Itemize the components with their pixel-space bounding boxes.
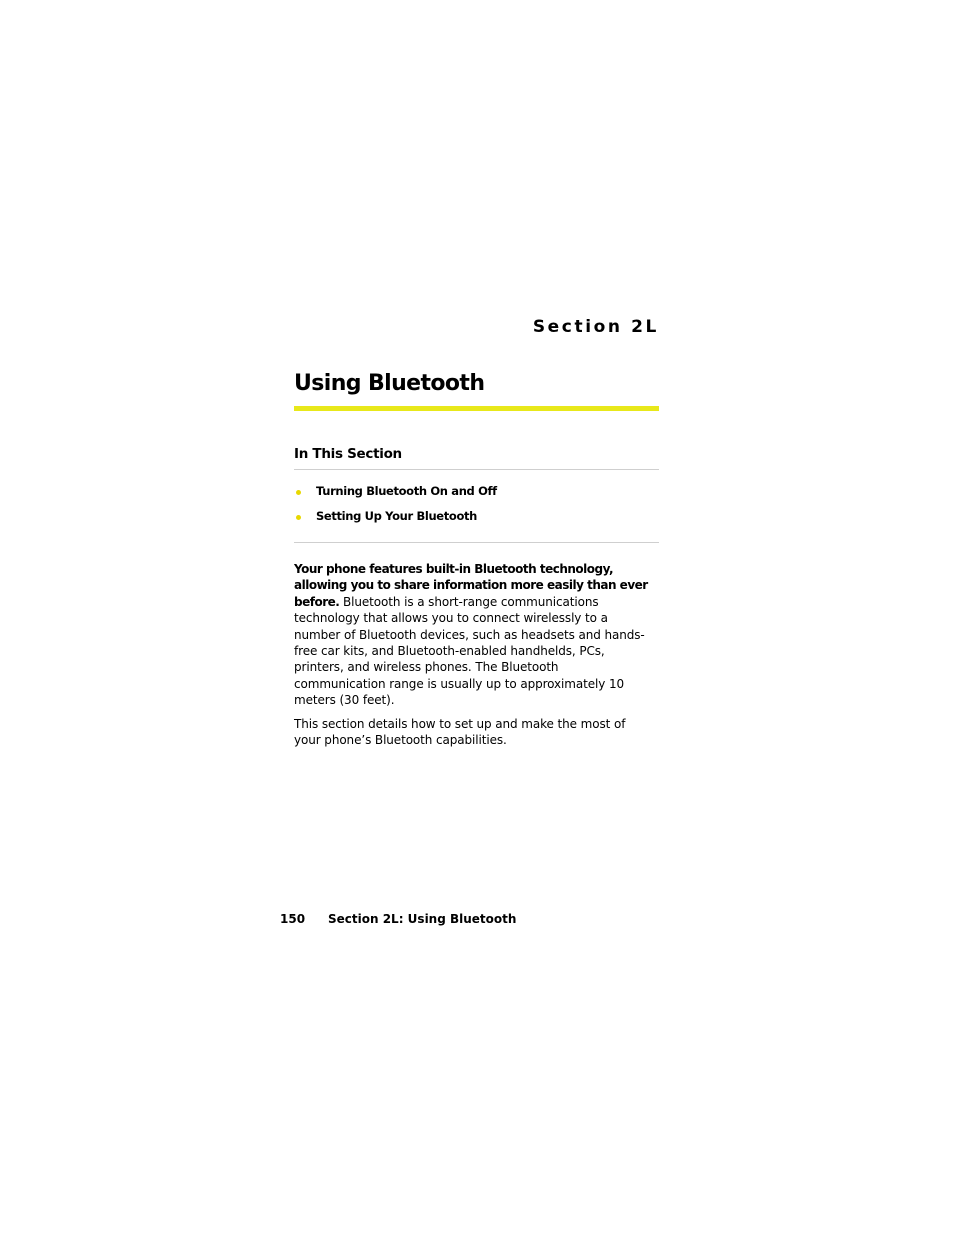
details-paragraph: This section details how to set up and make the most of your phone’s Bluetooth capabilities. [294, 716, 626, 748]
running-title: Section 2L: Using Bluetooth [328, 912, 517, 926]
toc-item-setting-up-bluetooth[interactable] [294, 507, 659, 532]
toc-item-label: Setting Up Your Bluetooth [316, 509, 477, 523]
bullet-icon [296, 490, 301, 495]
page-title: Using Bluetooth [294, 371, 485, 396]
page-number: 150 [280, 912, 306, 926]
section-label: Section 2L [532, 317, 659, 337]
toc-item-label: Turning Bluetooth On and Off [316, 484, 497, 498]
toc-item-turning-bluetooth[interactable] [294, 482, 659, 507]
intro-rest: Bluetooth is a short-range communications technology that allows you to connect wirelessly to a number of Bluetooth devices, such as headsets and hands-free car kits, and Bluetooth-enabled handhelds, PCs, printers, and wireless phones. The Bluetooth communication range is usually up to approximately 10 meters (30 feet). [294, 594, 645, 708]
toc-list [294, 482, 659, 532]
toc-heading: In This Section [294, 446, 402, 462]
page-footer [280, 912, 516, 926]
intro-paragraph [294, 561, 649, 709]
toc-divider-bottom [294, 542, 659, 543]
title-underline [294, 406, 659, 411]
toc-divider-top [294, 469, 659, 470]
body-text [294, 561, 649, 755]
intro-lead: Your phone features built-in Bluetooth technology, allowing you to share information more easily than ever before. [294, 562, 648, 609]
bullet-icon [296, 515, 301, 520]
